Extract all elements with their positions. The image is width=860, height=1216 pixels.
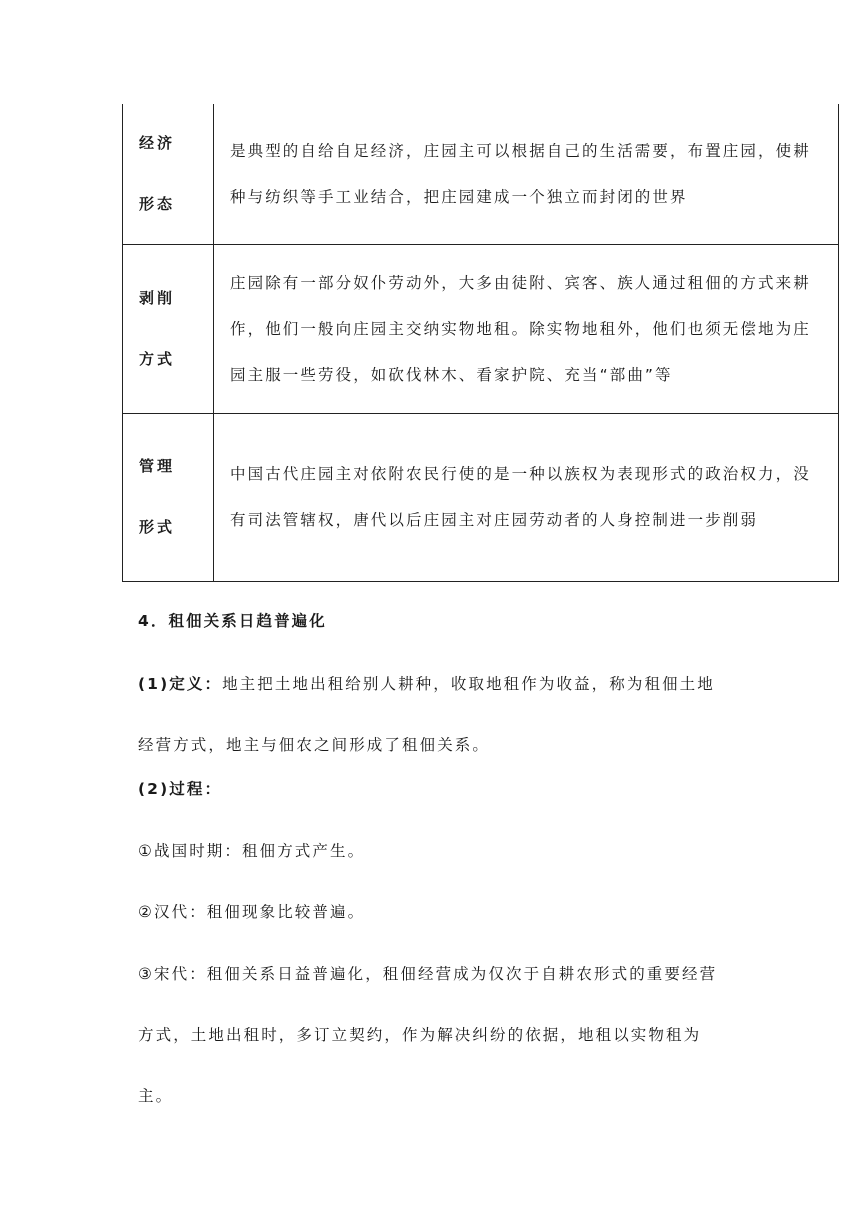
process-item: ①战国时期：租佃方式产生。 bbox=[138, 842, 366, 860]
row-label-cell bbox=[123, 104, 214, 244]
definition-label: (1)定义： bbox=[138, 675, 223, 693]
definition-text: 地主把土地出租给别人耕种，收取地租作为收益，称为租佃土地经营方式，地主与佃农之间形成了租佃关系。 bbox=[138, 675, 715, 754]
row-label-line: 管理 bbox=[139, 457, 176, 475]
row-content-text: 是典型的自给自足经济，庄园主可以根据自己的生活需要，布置庄园，使耕种与纺织等手工业结合，把庄园建成一个独立而封闭的世界 bbox=[230, 141, 811, 206]
row-content-cell bbox=[214, 413, 839, 581]
manor-economy-table bbox=[122, 104, 839, 582]
row-label-cell bbox=[123, 413, 214, 581]
row-label-line: 经济 bbox=[139, 133, 176, 152]
row-content-text: 庄园除有一部分奴仆劳动外，大多由徒附、宾客、族人通过租佃的方式来耕作，他们一般向庄园主交纳实物地租。除实物地租外，他们也须无偿地为庄园主服一些劳役，如砍伐林木、看家护院、充当“部曲”等 bbox=[230, 273, 811, 384]
row-label-line: 形式 bbox=[139, 518, 176, 536]
process-item: ②汉代：租佃现象比较普遍。 bbox=[138, 903, 366, 921]
row-label-line: 方式 bbox=[139, 349, 176, 368]
row-label-cell bbox=[123, 244, 214, 413]
row-content-text: 中国古代庄园主对依附农民行使的是一种以族权为表现形式的政治权力，没有司法管辖权，唐代以后庄园主对庄园劳动者的人身控制进一步削弱 bbox=[230, 465, 811, 529]
section-heading: 4．租佃关系日趋普遍化 bbox=[138, 612, 327, 630]
table-row bbox=[123, 244, 839, 413]
definition-paragraph bbox=[138, 654, 728, 776]
row-content-cell bbox=[214, 104, 839, 244]
row-label-line: 剥削 bbox=[139, 288, 176, 307]
row-label-line: 形态 bbox=[139, 194, 176, 213]
process-label: (2)过程： bbox=[138, 780, 223, 798]
process-item: ③宋代：租佃关系日益普遍化，租佃经营成为仅次于自耕农形式的重要经营方式，土地出租时，多订立契约，作为解决纠纷的依据，地租以实物租为主。 bbox=[138, 965, 718, 1105]
table-row bbox=[123, 104, 839, 244]
row-content-cell bbox=[214, 244, 839, 413]
table-row bbox=[123, 413, 839, 581]
